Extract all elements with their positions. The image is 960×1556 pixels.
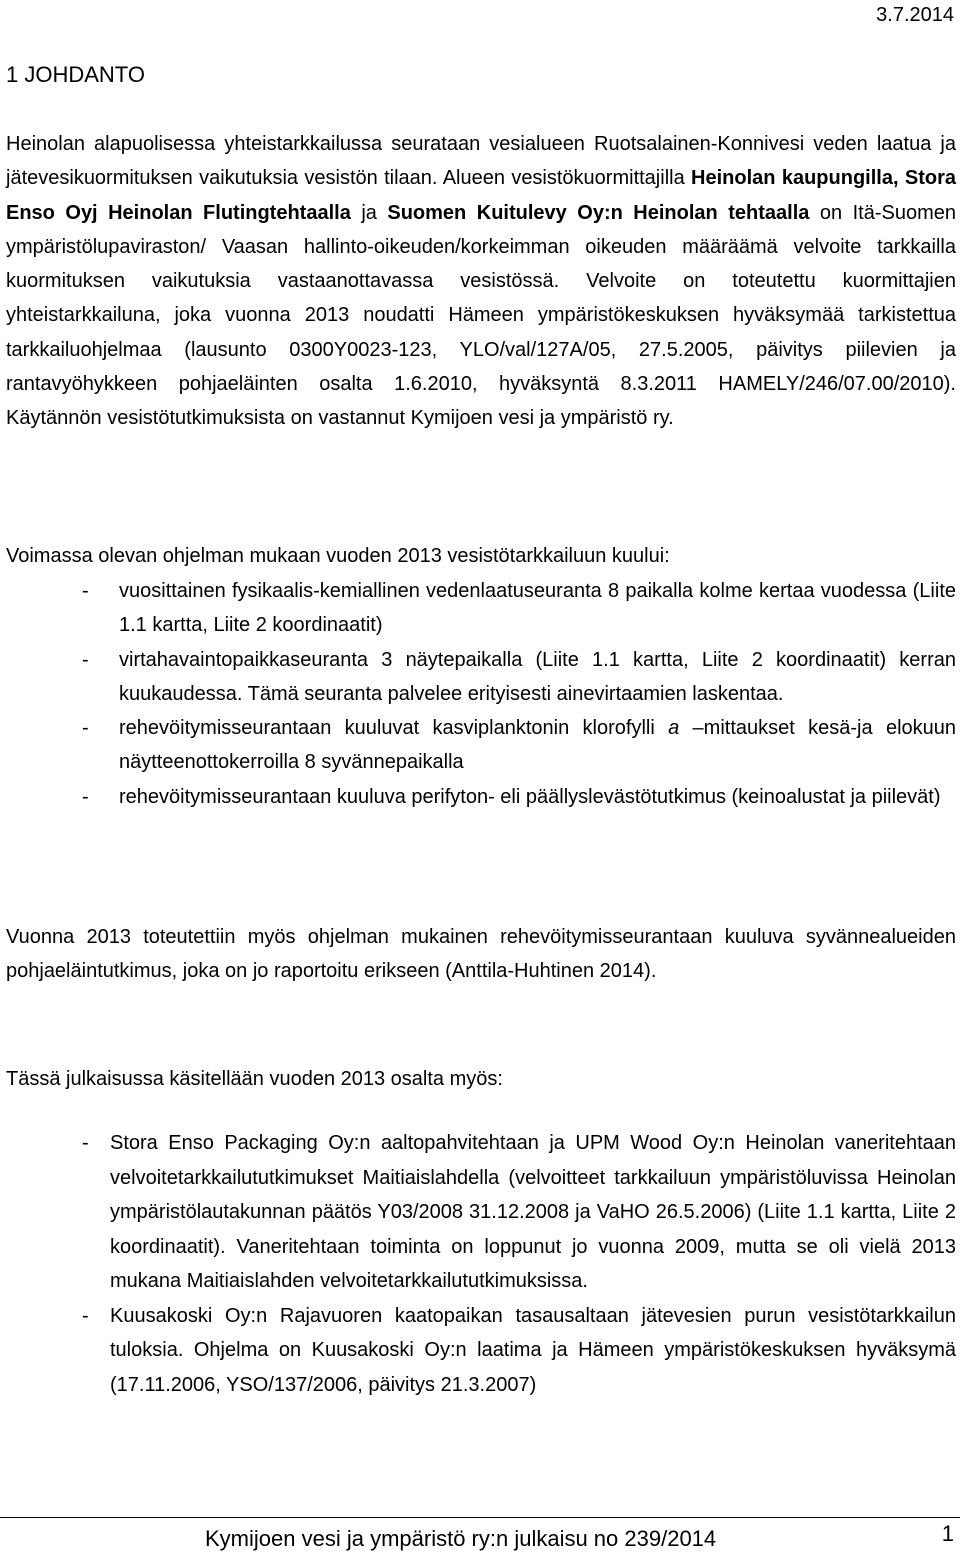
document-date: 3.7.2014: [876, 4, 954, 26]
list-item-text: Kuusakoski Oy:n Rajavuoren kaatopaikan tasausaltaan jätevesien purun vesistötarkkailun tuloksia. Ohjelma on Kuusakoski Oy:n laatima ja Hämeen ympäristökeskuksen hyväksymä (17.11.2006, YSO/137/2006, päivitys 21.3.2007): [110, 1304, 956, 1396]
list-item: [6, 574, 956, 643]
list-item-text: Stora Enso Packaging Oy:n aaltopahvitehtaan ja UPM Wood Oy:n Heinolan vaneritehtaan velvoitetarkkailututkimukset Maitiaislahdella (velvoitteet tarkkailuun ympäristöluvissa Heinolan ympäristölautakunnan päätös Y03/2008 31.12.2008 ja VaHO 26.5.2006) (Liite 1.1 kartta, Liite 2 koordinaatit). Vaneritehtaan toiminta on loppunut jo vuonna 2009, mutta se oli vielä 2013 mukana Maitiaislahden velvoitetarkkailututkimuksissa.: [110, 1132, 956, 1292]
also-covered-intro: Tässä julkaisussa käsitellään vuoden 2013 osalta myös:: [6, 1068, 503, 1090]
list-item-text: virtahavaintopaikkaseuranta 3 näytepaikalla (Liite 1.1 kartta, Liite 2 koordinaatit) kerran kuukaudessa. Tämä seuranta palvelee erityisesti ainevirtaamien laskentaa.: [119, 648, 956, 705]
list-dash: -: [82, 1132, 89, 1154]
list-item-italic: a: [668, 717, 680, 740]
intro-text-2: ja: [350, 201, 388, 224]
program-intro: Voimassa olevan ohjelman mukaan vuoden 2013 vesistötarkkailuun kuului:: [6, 545, 670, 567]
list-dash: -: [82, 717, 89, 740]
list-dash: -: [82, 785, 89, 808]
list-item: [6, 711, 956, 780]
list-item-text-pre: rehevöitymisseurantaan kuuluvat kasviplanktonin klorofylli: [119, 717, 669, 740]
list-item: [6, 1299, 956, 1403]
list-item: [6, 643, 956, 712]
section-heading: 1 JOHDANTO: [6, 62, 145, 87]
list-item: [6, 780, 956, 814]
footer-divider: [0, 1517, 960, 1518]
other-studies-list: [6, 1126, 956, 1402]
list-item: [6, 1126, 956, 1299]
list-item-text: vuosittainen fysikaalis-kemiallinen vedenlaatuseuranta 8 paikalla kolme kertaa vuodessa (Liite 1.1 kartta, Liite 2 koordinaatit): [119, 580, 956, 637]
list-item-text: rehevöitymisseurantaan kuuluva perifyton- eli päällyslevästötutkimus (keinoalustat ja piilevät): [119, 785, 941, 808]
footer-publication: Kymijoen vesi ja ympäristö ry:n julkaisu no 239/2014: [205, 1526, 717, 1551]
intro-bold-2: Suomen Kuitulevy Oy:n Heinolan tehtaalla: [387, 201, 810, 224]
intro-text-3: on Itä-Suomen ympäristölupaviraston/ Vaasan hallinto-oikeuden/korkeimman oikeuden määräämä velvoite tarkkailla kuormituksen vaikutuksia vastaanottavassa vesistössä. Velvoite on toteutettu kuormittajien yhteistarkkailuna, joka vuonna 2013 noudatti Hämeen ympäristökeskuksen hyväksymää tarkistettua tarkkailuohjelmaa (lausunto 0300Y0023-123, YLO/val/127A/05, 27.5.2005, päivitys piilevien ja rantavyöhykkeen pohjaeläinten osalta 1.6.2010, hyväksyntä 8.3.2011 HAMELY/246/07.00/2010). Käytännön vesistötutkimuksista on vastannut Kymijoen vesi ja ympäristö ry.: [6, 201, 956, 430]
list-dash: -: [82, 1304, 89, 1327]
list-dash: -: [82, 648, 89, 671]
benthic-paragraph: Vuonna 2013 toteutettiin myös ohjelman mukainen rehevöitymisseurantaan kuuluva syvännealueiden pohjaeläintutkimus, joka on jo raportoitu erikseen (Anttila-Huhtinen 2014).: [6, 926, 956, 983]
intro-bold-1: Heinolan kaupungilla, Stora Enso Oyj Heinolan Flutingtehtaalla: [6, 167, 956, 224]
page-number: 1: [941, 1521, 954, 1546]
list-dash: -: [82, 580, 89, 602]
intro-text-1: Heinolan alapuolisessa yhteistarkkailussa seurataan vesialueen Ruotsalainen-Konnivesi veden laatua ja jätevesikuormituksen vaikutuksia vesistön tilaan. Alueen vesistökuormittajilla: [6, 133, 956, 190]
intro-paragraph: [6, 127, 956, 436]
list-item-text-post: –mittaukset kesä-ja elokuun näytteenottokerroilla 8 syvännepaikalla: [119, 717, 956, 774]
program-list: [6, 574, 956, 814]
